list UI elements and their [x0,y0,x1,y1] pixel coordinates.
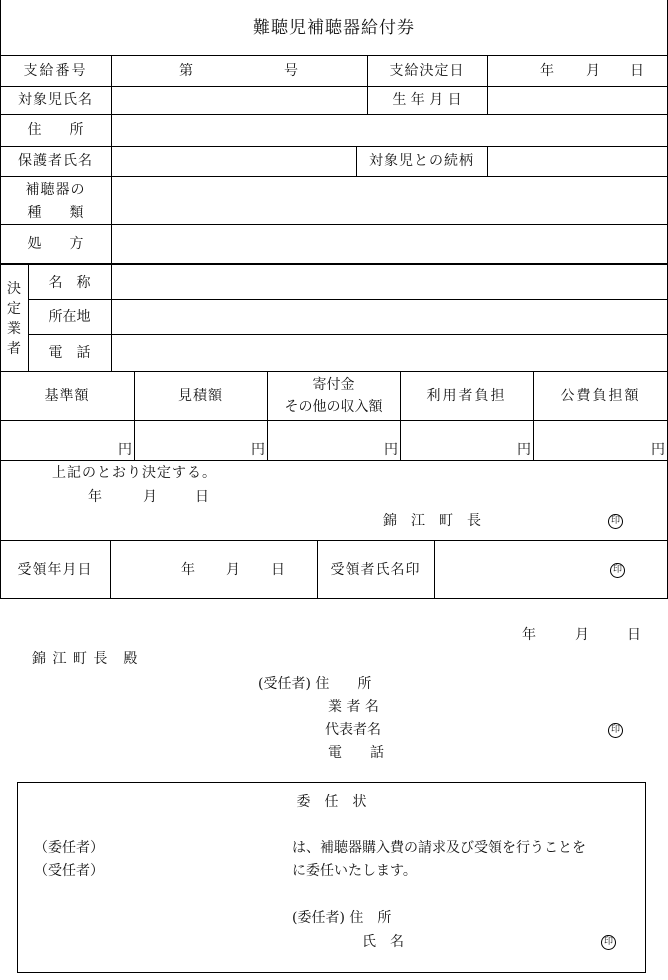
agent-label: （受任者） [34,863,104,879]
principal-name-label: 氏 名 [362,934,404,950]
issue-number-label: 支給番号 [23,63,88,79]
device-type-label-2: 種 類 [27,205,84,221]
yen-unit: 円 [384,442,398,458]
vendor-group-label: 決定業者 [7,281,21,357]
receipt-month: 月 [226,562,240,578]
seal-mark: 印 [601,935,616,950]
seal-mark: 印 [608,514,623,529]
guardian-name-label: 保護者氏名 [18,153,93,169]
request-month: 月 [575,627,589,643]
issue-number-go: 号 [284,63,298,79]
relationship-label: 対象児との続柄 [369,153,474,169]
vendor-location-label: 所在地 [48,309,91,325]
seal-mark: 印 [610,563,625,578]
public-burden-header: 公費負担額 [560,388,641,404]
vendor-phone-label: 電 話 [48,345,91,361]
decision-date-label: 支給決定日 [389,63,465,79]
business-name-label: 業 者 名 [328,699,379,715]
yen-unit: 円 [118,442,132,458]
agent-address-label: (受任者) 住 所 [258,676,372,692]
addressee: 錦 江 町 長 殿 [32,651,139,667]
yen-unit: 円 [251,442,265,458]
decision-statement: 上記のとおり決定する。 [52,465,217,481]
user-burden-header: 利用者負担 [426,388,507,404]
form-title: 難聴児補聴器給付券 [253,18,415,38]
request-day: 日 [627,627,641,643]
child-name-label: 対象児氏名 [18,92,93,108]
estimate-amount-header: 見積額 [178,388,223,404]
decision-date-day: 日 [630,63,644,79]
agent-phone-label: 電 話 [328,745,384,761]
seal-mark: 印 [608,723,623,738]
yen-unit: 円 [651,442,665,458]
decision-day: 日 [195,489,209,505]
proxy-title: 委 任 状 [296,794,367,810]
principal-address-label: (委任者) 住 所 [292,910,392,926]
proxy-text-line-1: は、補聴器購入費の請求及び受領を行うことを [292,840,586,856]
yen-unit: 円 [517,442,531,458]
address-label: 住 所 [27,122,84,138]
decision-date-year: 年 [540,63,554,79]
representative-label: 代表者名 [325,722,381,738]
donation-header-2: その他の収入額 [284,399,383,415]
standard-amount-header: 基準額 [44,388,90,404]
decision-month: 月 [143,489,157,505]
vendor-name-label: 名 称 [48,275,91,291]
issue-number-dai: 第 [179,63,193,79]
mayor-title: 錦 江 町 長 [383,513,481,529]
birth-date-label: 生 年 月 日 [392,92,462,108]
decision-year: 年 [88,489,102,505]
recipient-name-seal-label: 受領者氏名印 [330,562,421,578]
prescription-label: 処 方 [27,236,84,252]
request-year: 年 [522,627,536,643]
device-type-label-1: 補聴器の [25,182,86,198]
proxy-text-line-2: に委任いたします。 [292,863,417,879]
principal-label: （委任者） [34,840,104,856]
receipt-date-label: 受領年月日 [17,562,93,578]
decision-date-month: 月 [586,63,600,79]
receipt-year: 年 [181,562,195,578]
donation-header-1: 寄付金 [312,377,355,393]
receipt-day: 日 [271,562,285,578]
